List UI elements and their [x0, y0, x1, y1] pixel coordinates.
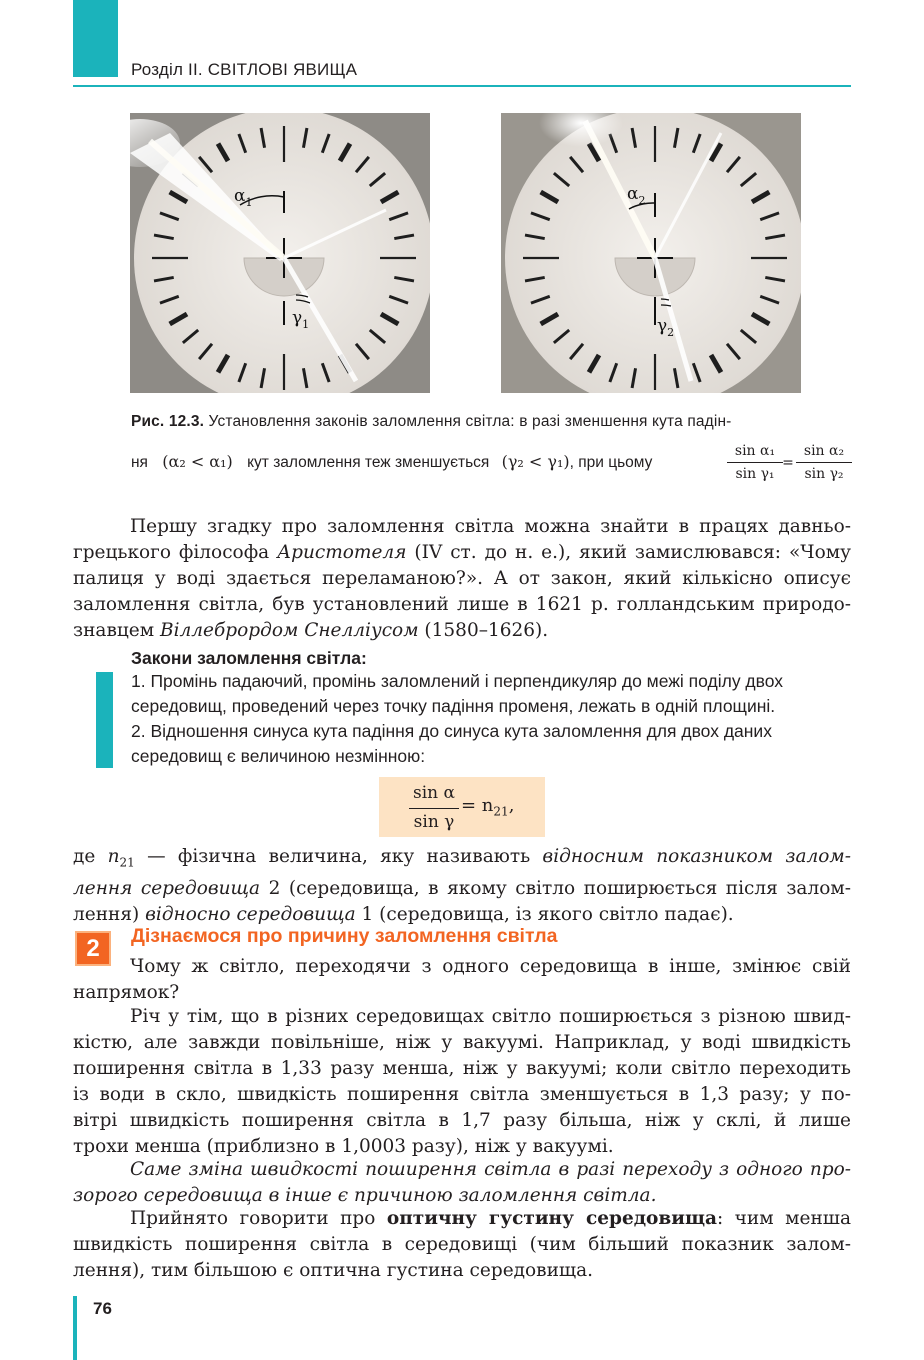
refraction-disk-right — [501, 113, 801, 393]
section2-question: Чому ж світло, переходячи з одного середовища в інше, змінює свій напрямок? — [73, 956, 851, 1003]
laws-title: Закони заломлення світла: — [131, 648, 367, 668]
footer-accent-rule — [73, 1296, 77, 1360]
caption-line1: Установлення законів заломлення світла: в разі зменшення кута падін- — [208, 413, 732, 430]
laws-text: 1. Промінь падаючий, промінь заломлений і перпендикуляр до межі поділу двох середовищ, проведений через точку падіння променя, лежать в одній площині. 2. Відношення синуса кута падіння до синуса кута заломлення для двох даних середовищ є величиною незмінною: — [131, 671, 784, 766]
header-accent-bar — [73, 0, 118, 77]
chapter-header: Розділ ІІ. СВІТЛОВІ ЯВИЩА — [131, 60, 358, 79]
refraction-disk-left — [130, 113, 430, 393]
figure-photo-left — [130, 113, 430, 393]
figure-caption — [131, 412, 851, 432]
alpha1-label: $\alpha_1$ — [234, 186, 253, 209]
gamma1-label: $\gamma_1$ — [292, 308, 310, 331]
intro-paragraph: Першу згадку про заломлення світла можна знайти в працях давньо- грецького філософа Аристотеля (IV ст. до н. е.), який замислювався: «Чому палиця у воді здається переламаною?». А от закон, який кількісно описує заломлення світла, був установлений лише в 1621 р. голландським природо- знавцем Віллебрордом Снелліусом (1580–1626). — [73, 516, 851, 641]
section2-paragraph-optical-density: Прийнято говорити про оптичну густину середовища: чим менша швидкість поширення світла в середовищі (чим більший показник залом- лення), тим більшою є оптична густина середовища. — [73, 1208, 852, 1281]
section-number-badge: 2 — [75, 931, 111, 966]
gamma2-label: $\gamma_2$ — [657, 316, 675, 339]
section-title: Дізнаємося про причину заломлення світла — [131, 925, 558, 947]
section2-paragraph-cause: Саме зміна швидкості поширення світла в разі переходу з одного про- зорого середовища в інше є причиною заломлення світла. — [73, 1159, 851, 1206]
caption-label: Рис. 12.3. — [131, 413, 205, 430]
page-number: 76 — [93, 1299, 112, 1318]
formula-rhs: = $n_{21}$, — [461, 795, 515, 819]
section2-paragraph-speed: Річ у тім, що в різних середовищах світло поширюється з різною швид- кістю, але завжди повільніше, ніж у вакуумі. Наприклад, у воді швидкість поширення світла в 1,33 разу менша, ніж у вакуумі; коли світло переходить із води в скло, швидкість поширення світла зменшується в 1,3 разу; у по- вітрі швидкість поширення світла в 1,7 разу більша, ніж у склі, й лише трохи менша (приблизно в 1,0003 разу), ніж у вакуумі. — [73, 1006, 851, 1157]
alpha2-label: $\alpha_2$ — [627, 184, 646, 207]
figure-photo-right — [501, 113, 801, 393]
caption-equals: = — [782, 455, 794, 471]
header-rule — [73, 85, 851, 87]
laws-accent-bar — [96, 672, 113, 768]
definition-paragraph: де $n_{21}$ — фізична величина, яку називають відносним показником залом- лення середовища 2 (середовища, в якому світло поширюється після залом- лення) відносно середовища 1 (середовища, із якого світло падає). — [73, 846, 851, 925]
formula-numerator: sin α — [413, 783, 455, 803]
caption-fraction-2: sin α₂ sin γ₂ — [796, 443, 852, 482]
caption-fraction-1: sin α₁ sin γ₁ — [727, 443, 783, 482]
caption-condition-alpha: (α₂ < α₁) — [162, 452, 233, 471]
formula-denominator: sin γ — [413, 812, 455, 832]
caption-line2: ня (α₂ < α₁) кут заломлення теж зменшується (γ₂ < γ₁), при цьому — [131, 452, 653, 471]
formula-fraction-bar — [409, 808, 459, 809]
snell-formula-box — [379, 777, 545, 837]
caption-condition-gamma: (γ₂ < γ₁) — [501, 452, 570, 471]
